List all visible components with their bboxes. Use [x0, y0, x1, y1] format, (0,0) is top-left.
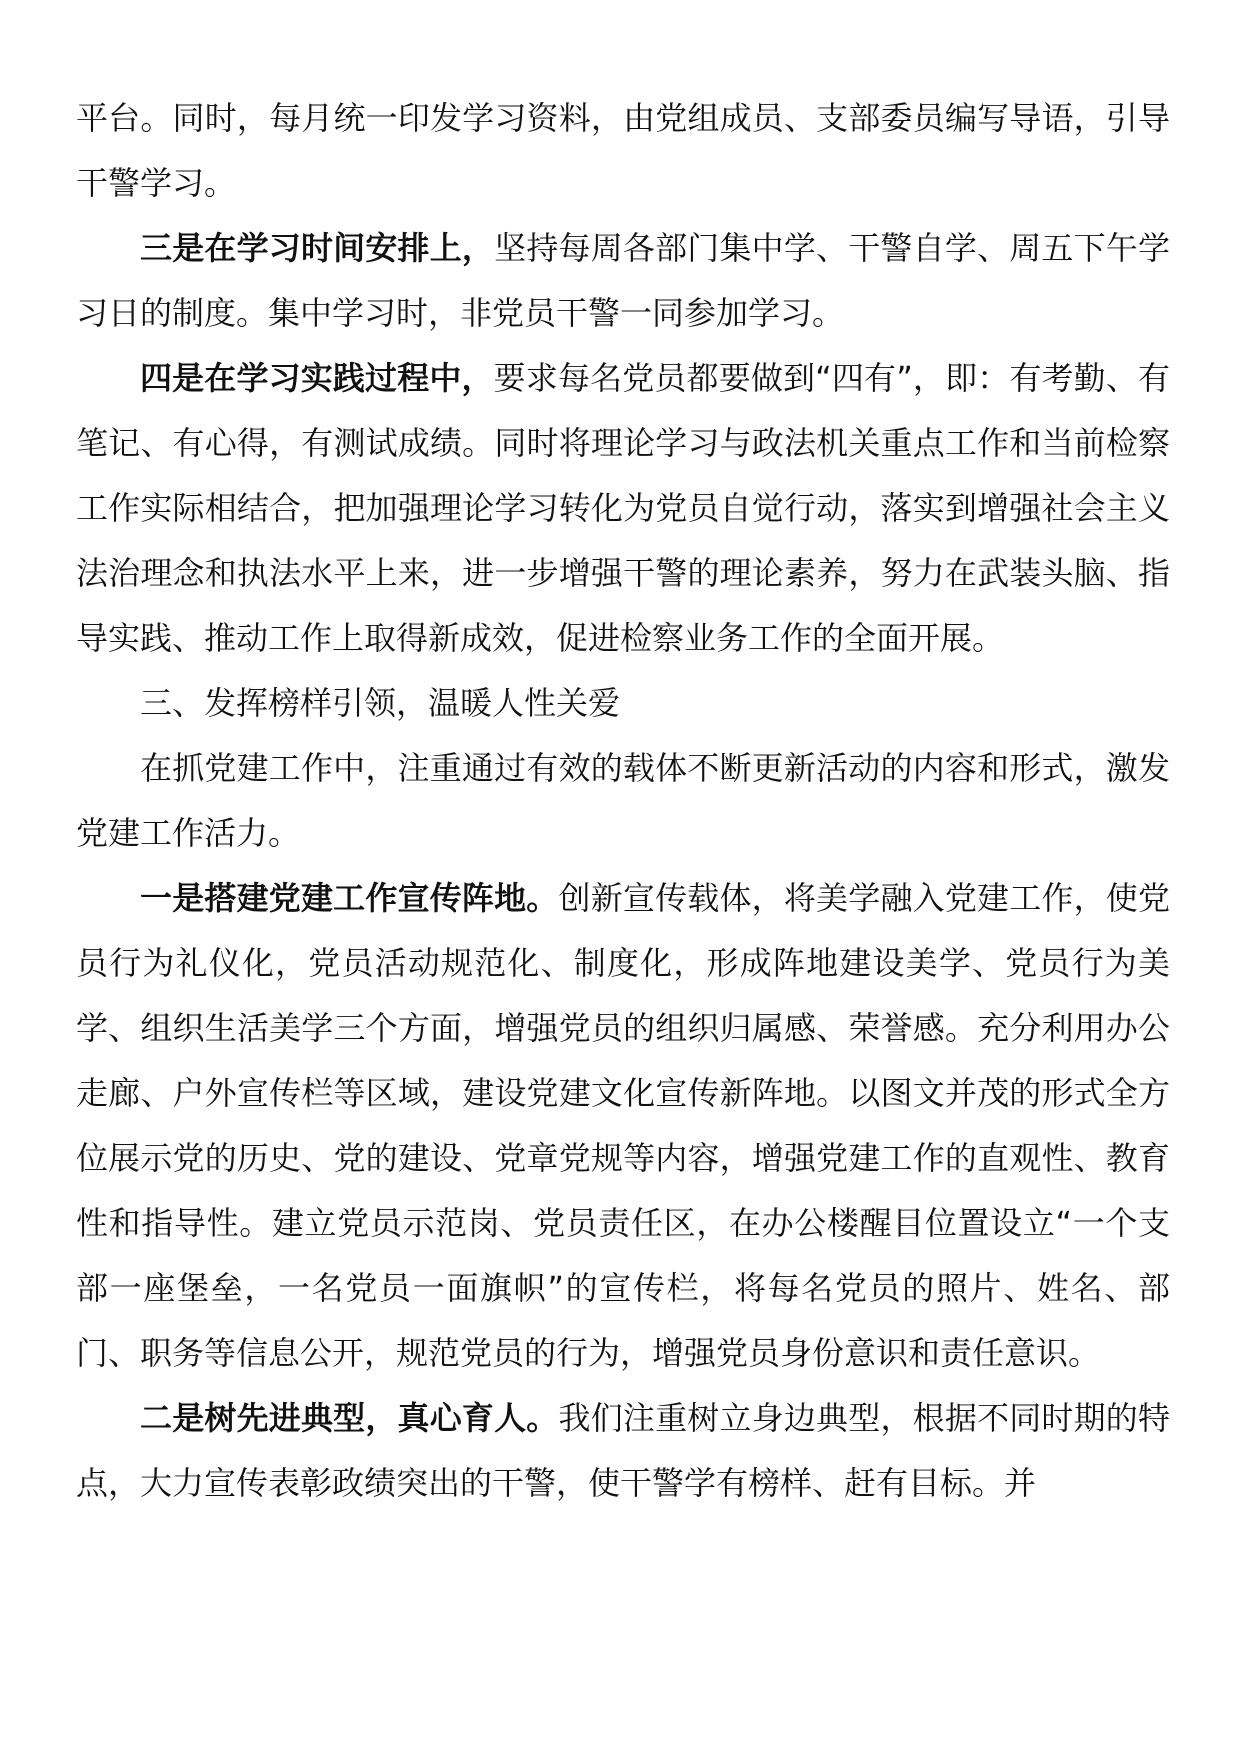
paragraph-advanced-models — [76, 1386, 1170, 1516]
paragraph-study-practice — [76, 346, 1170, 671]
paragraph-lead-bold: 二是树先进典型，真心育人。 — [140, 1399, 559, 1437]
paragraph-body: 要求每名党员都要做到“四有”，即：有考勤、有笔记、有心得，有测试成绩。同时将理论学习与政法机关重点工作和当前检察工作实际相结合，把加强理论学习转化为党员自觉行动，落实到增强社会主义法治理念和执法水平上来，进一步增强干警的理论素养，努力在武装头脑、指导实践、推动工作上取得新成效，促进检察业务工作的全面开展。 — [76, 359, 1170, 657]
paragraph-body: 创新宣传载体，将美学融入党建工作，使党员行为礼仪化，党员活动规范化、制度化，形成阵地建设美学、党员行为美学、组织生活美学三个方面，增强党员的组织归属感、荣誉感。充分利用办公走廊、户外宣传栏等区域，建设党建文化宣传新阵地。以图文并茂的形式全方位展示党的历史、党的建设、党章党规等内容，增强党建工作的直观性、教育性和指导性。建立党员示范岗、党员责任区，在办公楼醒目位置设立“一个支部一座堡垒，一名党员一面旗帜”的宣传栏，将每名党员的照片、姓名、部门、职务等信息公开，规范党员的行为，增强党员身份意识和责任意识。 — [76, 879, 1170, 1372]
paragraph-continuation: 平台。同时，每月统一印发学习资料，由党组成员、支部委员编写导语，引导干警学习。 — [76, 99, 1170, 202]
paragraph-study-time — [76, 216, 1170, 346]
paragraph-propaganda-position — [76, 866, 1170, 1386]
paragraph-body: 坚持每周各部门集中学、干警自学、周五下午学习日的制度。集中学习时，非党员干警一同参加学习。 — [76, 229, 1170, 332]
section-heading: 三、发挥榜样引领，温暖人性关爱 — [140, 684, 621, 722]
paragraph-lead-bold: 一是搭建党建工作宣传阵地。 — [140, 879, 559, 917]
paragraph-lead-bold: 四是在学习实践过程中， — [140, 359, 494, 397]
document-page — [76, 86, 1170, 1516]
paragraph-section-intro: 在抓党建工作中，注重通过有效的载体不断更新活动的内容和形式，激发党建工作活力。 — [76, 749, 1170, 852]
paragraph-lead-bold: 三是在学习时间安排上， — [140, 229, 495, 267]
paragraph-body: 我们注重树立身边典型，根据不同时期的特点，大力宣传表彰政绩突出的干警，使干警学有榜样、赶有目标。并 — [76, 1399, 1170, 1502]
